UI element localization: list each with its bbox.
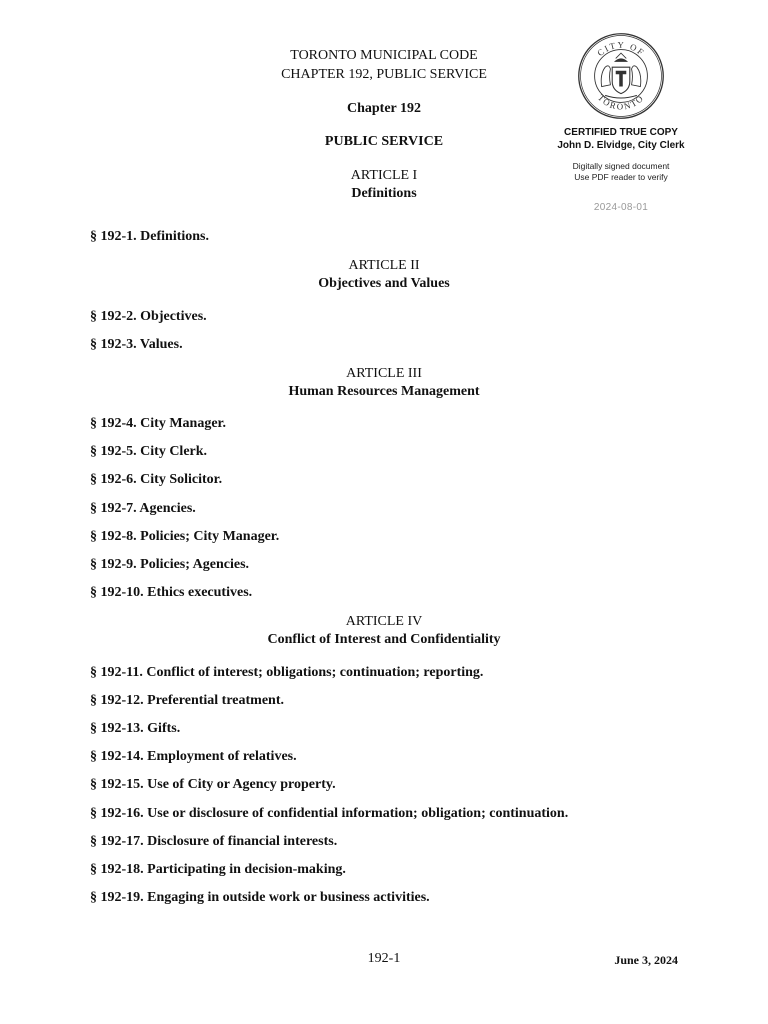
article-heading <box>96 365 672 401</box>
section-entry: § 192-5. City Clerk. <box>90 444 208 459</box>
article-number: ARTICLE III <box>346 366 422 381</box>
section-entry: § 192-7. Agencies. <box>90 501 196 516</box>
section-entry: § 192-10. Ethics executives. <box>90 585 253 600</box>
article-heading <box>96 257 672 293</box>
section-entry: § 192-16. Use or disclosure of confidential information; obligation; continuation. <box>90 806 569 821</box>
city-of-toronto-seal <box>577 32 665 120</box>
article-name: Human Resources Management <box>288 384 480 399</box>
section-entry: § 192-1. Definitions. <box>90 229 209 244</box>
section-entry: § 192-19. Engaging in outside work or business activities. <box>90 890 430 905</box>
seal-text-top: CITY OF <box>595 39 647 59</box>
chapter-label: Chapter 192 <box>346 101 422 116</box>
section-entry: § 192-8. Policies; City Manager. <box>90 529 280 544</box>
article-number: ARTICLE II <box>348 258 420 273</box>
section-entry: § 192-11. Conflict of interest; obligations; continuation; reporting. <box>90 665 484 680</box>
section-entry: § 192-15. Use of City or Agency property. <box>90 777 336 792</box>
chapter-title: PUBLIC SERVICE <box>324 134 444 149</box>
article-name: Objectives and Values <box>318 276 450 291</box>
document-header <box>192 46 576 84</box>
section-entry: § 192-17. Disclosure of financial interests. <box>90 834 338 849</box>
section-entry: § 192-3. Values. <box>90 337 183 352</box>
section-entry: § 192-9. Policies; Agencies. <box>90 557 250 572</box>
certification-date: 2024-08-01 <box>593 202 649 213</box>
header-code-title: TORONTO MUNICIPAL CODE <box>290 48 478 63</box>
footer-date: June 3, 2024 <box>614 953 678 967</box>
section-entry: § 192-12. Preferential treatment. <box>90 693 284 708</box>
certification-signer: John D. Elvidge, City Clerk <box>557 140 685 151</box>
article-heading <box>96 613 672 649</box>
header-chapter-title: CHAPTER 192, PUBLIC SERVICE <box>281 67 487 82</box>
section-entry: § 192-2. Objectives. <box>90 309 207 324</box>
article-number: ARTICLE IV <box>345 614 423 629</box>
section-entry: § 192-4. City Manager. <box>90 416 226 431</box>
seal-text-bottom: TORONTO <box>595 92 647 112</box>
section-entry: § 192-14. Employment of relatives. <box>90 749 297 764</box>
article-heading <box>96 167 672 203</box>
certification-note-verify: Use PDF reader to verify <box>574 172 668 182</box>
certification-title: CERTIFIED TRUE COPY <box>564 127 678 138</box>
page-number: 192-1 <box>367 951 401 966</box>
article-name: Definitions <box>351 186 417 201</box>
section-entry: § 192-6. City Solicitor. <box>90 472 223 487</box>
section-entry: § 192-18. Participating in decision-making. <box>90 862 346 877</box>
section-entry: § 192-13. Gifts. <box>90 721 181 736</box>
certification-note-signed: Digitally signed document <box>572 161 670 171</box>
article-number: ARTICLE I <box>350 168 418 183</box>
article-name: Conflict of Interest and Confidentiality <box>267 632 501 647</box>
